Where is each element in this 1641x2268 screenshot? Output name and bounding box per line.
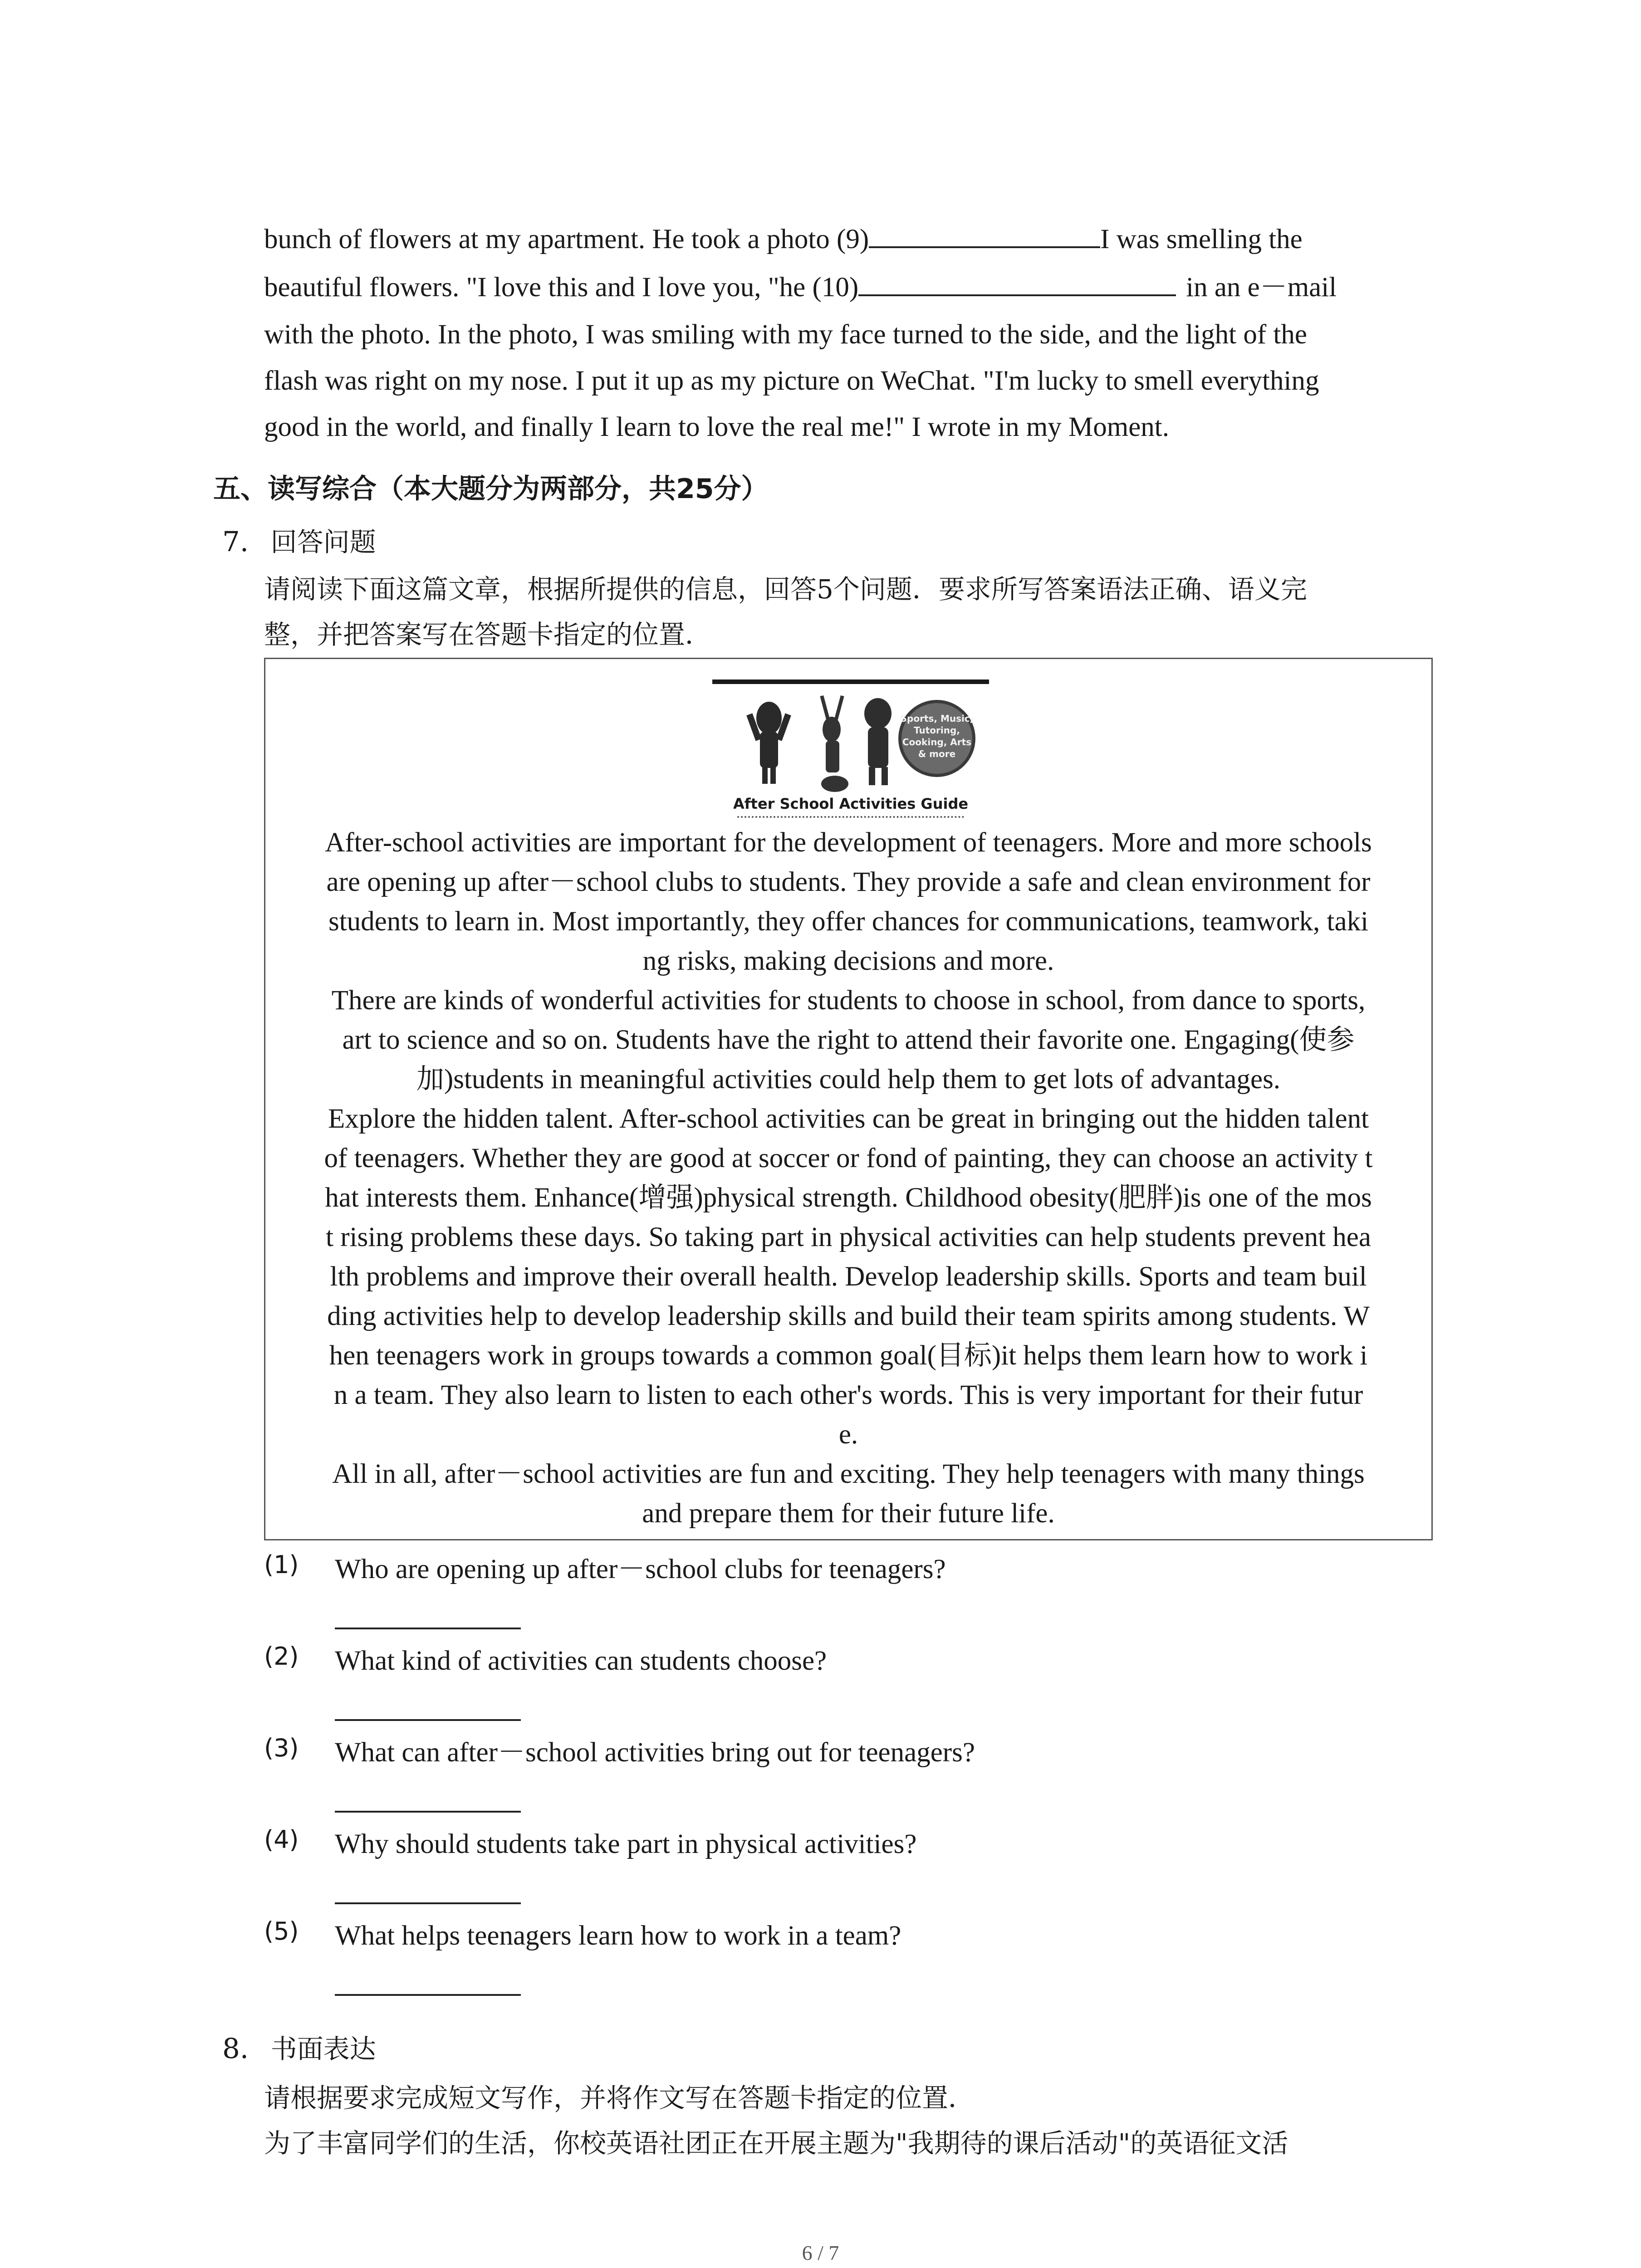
article-line: e. [838,1419,858,1450]
question-text: Who are opening up after－school clubs for teenagers? [335,1554,946,1584]
article-line: There are kinds of wonderful activities for students to choose in school, from dance to sports, [331,985,1366,1016]
q8-header [222,2028,376,2066]
answer-line[interactable] [335,1628,521,1629]
article-line: 加)students in meaningful activities could help them to get lots of advantages. [416,1064,1281,1095]
question-text: What helps teenagers learn how to work in a team? [335,1921,901,1951]
caption-underline [737,816,964,818]
badge-text-1: Sports, Music, [900,713,974,724]
q7-instruction-1: 请阅读下面这篇文章，根据所提供的信息，回答5个问题．要求所写答案语法正确、语义完 [264,574,1307,605]
page-number: 6 / 7 [802,2241,839,2264]
passage-line-2 [264,265,1337,310]
answer-line[interactable] [335,1902,521,1904]
figure-icon [864,698,892,785]
figure-icon [746,702,791,784]
article-line: of teenagers. Whether they are good at soccer or fond of painting, they can choose an activity t [324,1143,1373,1173]
article-line: Explore the hidden talent. After-school activities can be great in bringing out the hidden talent [328,1104,1369,1134]
question-number: (2) [264,1642,299,1671]
image-caption: After School Activities Guide [733,795,969,812]
article-line: t rising problems these days. So taking part in physical activities can help students prevent hea [326,1222,1371,1252]
article-line: lth problems and improve their overall health. Develop leadership skills. Sports and team buil [330,1261,1367,1292]
q8-instruction-2: 为了丰富同学们的生活，你校英语社团正在开展主题为"我期待的课后活动"的英语征文活 [264,2128,1288,2159]
section-heading: 五、读写综合（本大题分为两部分，共25分） [213,473,769,505]
answer-blank-10[interactable] [858,267,1176,296]
badge-text-3: Cooking, Arts [902,737,972,748]
q8-number: 8. [222,2033,249,2065]
article-line: hat interests them. Enhance(增强)physical strength. Childhood obesity(肥胖)is one of the mos [325,1183,1372,1213]
q7-number: 7. [222,526,249,558]
figure-icon [820,695,848,792]
passage-line-1 [264,217,1303,262]
article-line: ding activities help to develop leadership skills and build their team spirits among students. W [327,1301,1370,1331]
question-number: (3) [264,1734,299,1762]
q7-title: 回答问题 [270,527,376,557]
article-line: are opening up after－school clubs to students. They provide a safe and clean environment for [326,867,1371,897]
passage-line-3: with the photo. In the photo, I was smiling with my face turned to the side, and the light of the [264,319,1307,350]
image-top-rule [712,679,989,684]
q7-instruction-2: 整，并把答案写在答题卡指定的位置． [264,619,712,650]
activities-guide-illustration [742,686,978,804]
article-line: n a team. They also learn to listen to each other's words. This is very important for their futur [333,1380,1363,1410]
answer-line[interactable] [335,1811,521,1813]
article-line: ng risks, making decisions and more. [642,946,1054,976]
passage-text: bunch of flowers at my apartment. He took a photo (9) [264,224,869,254]
question-text: What can after－school activities bring out for teenagers? [335,1737,975,1768]
badge-text-2: Tutoring, [914,725,960,736]
answer-line[interactable] [335,1719,521,1721]
article-line: All in all, after－school activities are fun and exciting. They help teenagers with many things [332,1459,1365,1489]
article-line: and prepare them for their future life. [642,1498,1055,1529]
q8-instruction-1: 请根据要求完成短文写作，并将作文写在答题卡指定的位置． [264,2082,975,2113]
answer-line[interactable] [335,1994,521,1996]
q8-title: 书面表达 [270,2033,376,2064]
q7-header [222,521,376,559]
answer-blank-9[interactable] [869,219,1100,248]
question-number: (5) [264,1917,299,1945]
passage-line-4: flash was right on my nose. I put it up as my picture on WeChat. "I'm lucky to smell everything [264,366,1319,396]
article-line: art to science and so on. Students have the right to attend their favorite one. Engaging(使参 [342,1025,1355,1055]
passage-line-5: good in the world, and finally I learn to love the real me!" I wrote in my Moment. [264,412,1170,442]
article-line: students to learn in. Most importantly, they offer chances for communications, teamwork, taki [328,906,1369,937]
article-box [264,658,1433,1540]
passage-text: beautiful flowers. "I love this and I love you, "he (10) [264,272,859,303]
passage-text: I was smelling the [1100,224,1303,254]
article-line: hen teenagers work in groups towards a common goal(目标)it helps them learn how to work i [329,1340,1368,1371]
question-number: (1) [264,1550,299,1579]
question-number: (4) [264,1825,299,1854]
question-text: What kind of activities can students choose? [335,1646,827,1676]
badge-text-4: & more [918,748,956,759]
question-text: Why should students take part in physical activities? [335,1829,917,1859]
passage-text: in an e－mail [1186,272,1337,303]
article-line: After-school activities are important for the development of teenagers. More and more schools [325,827,1372,858]
